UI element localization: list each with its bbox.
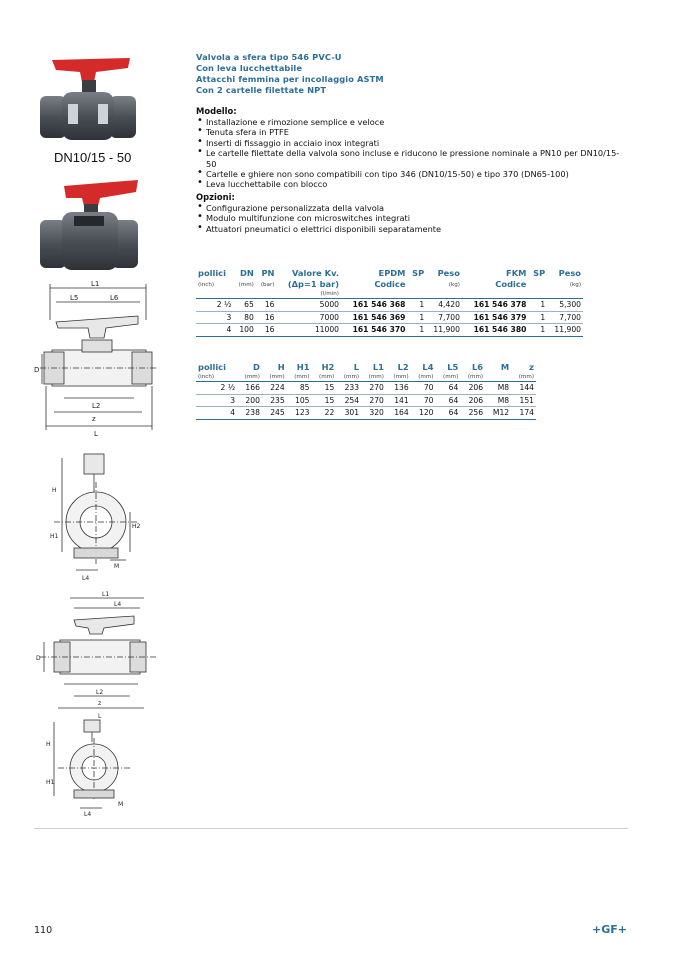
unit-cell: (mm) (361, 373, 386, 382)
unit-cell: (inch) (198, 281, 215, 288)
list-item: • Installazione e rimozione semplice e veloce (196, 117, 626, 127)
dim-L4-3: L4 (84, 811, 92, 818)
unit-cell: (mm) (411, 373, 436, 382)
col-header: SP (412, 268, 425, 278)
dim-z-2: z (98, 700, 102, 707)
list-item: • Modulo multifunzione con microswitches integrati (196, 213, 626, 223)
title-line: Con leva lucchettabile (196, 63, 303, 73)
modello-list (196, 117, 626, 190)
list-item: • Le cartelle filettate della valvola sono incluse e riducono le pressione nominale a PN10 per DN10/15-50 (196, 148, 626, 169)
opzioni-heading: Opzioni: (196, 191, 235, 202)
col-header: pollici (198, 268, 226, 278)
codes-table (196, 268, 583, 337)
dim-L-2: L (98, 713, 102, 720)
col-subheader: (Δp=1 bar) (287, 279, 339, 289)
technical-drawing-front-view-2 (44, 718, 144, 818)
col-header: L5 (447, 362, 459, 372)
unit-cell: (mm) (435, 373, 460, 382)
dim-L1-2: L1 (102, 591, 110, 598)
dim-H1-2: H1 (46, 779, 55, 786)
unit-cell: (inch) (196, 373, 237, 382)
table-row: 3 80 16 7000 161 546 369 1 7,700 161 546 379 1 7,700 (196, 311, 583, 324)
dim-L5: L5 (70, 294, 79, 302)
dim-M: M (114, 563, 120, 570)
col-header: Peso (437, 268, 460, 278)
dim-H2: H2 (132, 523, 141, 530)
unit-cell (528, 279, 547, 290)
col-header: FKM (506, 268, 527, 278)
footer-divider (34, 828, 628, 829)
technical-drawing-side-view-2 (34, 590, 164, 720)
col-header: Valore Kv. (291, 268, 339, 278)
col-header: DN (240, 268, 254, 278)
unit-cell (407, 279, 426, 290)
unit-cell: (l/min) (276, 290, 341, 299)
dimensions-table (196, 362, 536, 420)
dim-L2: L2 (92, 402, 101, 410)
dim-M-2: M (118, 801, 124, 808)
valve-photo-bottom (38, 176, 138, 276)
col-header: SP (533, 268, 546, 278)
dim-D: D (34, 366, 40, 374)
list-item: • Cartelle e ghiere non sono compatibili con tipo 346 (DN10/15-50) e tipo 370 (DN65-100) (196, 169, 626, 179)
col-header: EPDM (378, 268, 406, 278)
col-subheader: Codice (374, 279, 406, 289)
unit-cell: (mm) (287, 373, 312, 382)
table-row: 4 238 245 123 22 301 320 164 120 64 256 M12 174 (196, 407, 536, 420)
table-row: 4 100 16 11000 161 546 370 1 11,900 161 546 380 1 11,900 (196, 324, 583, 337)
table-row: 2 ½ 166 224 85 15 233 270 136 70 64 206 M8 144 (196, 382, 536, 395)
technical-drawing-side-view (34, 280, 164, 442)
col-header: L4 (422, 362, 434, 372)
technical-drawing-front-view (46, 452, 146, 584)
unit-cell: (bar) (260, 281, 275, 288)
unit-cell: (kg) (569, 281, 581, 288)
page-number: 110 (34, 925, 53, 936)
col-header: Peso (558, 268, 581, 278)
dim-H1: H1 (50, 533, 59, 540)
unit-cell: (kg) (448, 281, 460, 288)
model-caption: DN10/15 - 50 (54, 150, 132, 165)
col-header: L6 (472, 362, 484, 372)
dim-L2-2: L2 (96, 689, 104, 696)
product-description (196, 52, 626, 234)
dim-L1: L1 (91, 280, 100, 288)
unit-cell: (mm) (237, 373, 262, 382)
unit-cell: (mm) (238, 281, 254, 288)
title-line: Attacchi femmina per incollaggio ASTM (196, 74, 384, 84)
col-header: H2 (321, 362, 335, 372)
unit-cell: (mm) (511, 373, 536, 382)
col-header: D (253, 362, 260, 372)
unit-cell: (mm) (386, 373, 411, 382)
gf-logo: +GF+ (592, 923, 627, 936)
col-header: L1 (372, 362, 384, 372)
dim-z: z (92, 415, 96, 423)
list-item: • Tenuta sfera in PTFE (196, 127, 626, 137)
modello-heading: Modello: (196, 106, 237, 116)
unit-cell: (mm) (262, 373, 287, 382)
valve-photo-top (38, 52, 138, 152)
col-header: H1 (296, 362, 310, 372)
list-item: • Configurazione personalizzata della valvola (196, 203, 626, 213)
col-header: M (500, 362, 510, 372)
unit-cell: (mm) (460, 373, 485, 382)
dim-H-2: H (46, 741, 51, 748)
table-row: 2 ½ 65 16 5000 161 546 368 1 4,420 161 546 378 1 5,300 (196, 299, 583, 312)
col-subheader: Codice (495, 279, 527, 289)
col-header: L2 (397, 362, 409, 372)
col-header: L (353, 362, 360, 372)
col-header: PN (261, 268, 275, 278)
title-line: Con 2 cartelle filettate NPT (196, 85, 327, 95)
unit-cell: (mm) (312, 373, 337, 382)
dim-L6: L6 (110, 294, 119, 302)
list-item: • Leva lucchettabile con blocco (196, 179, 626, 189)
col-header: pollici (198, 362, 226, 372)
dim-H: H (52, 487, 57, 494)
col-header: z (529, 362, 534, 372)
dim-L4-2: L4 (114, 601, 122, 608)
unit-cell: (mm) (336, 373, 361, 382)
dim-D-2: D (36, 655, 41, 662)
list-item: • Attuatori pneumatici o elettrici disponibili separatamente (196, 224, 626, 234)
dim-L: L (94, 430, 98, 438)
col-header: H (277, 362, 285, 372)
table-row: 3 200 235 105 15 254 270 141 70 64 206 M8 151 (196, 394, 536, 407)
title-line: Valvola a sfera tipo 546 PVC-U (196, 52, 342, 62)
unit-cell (485, 373, 511, 382)
dim-L4: L4 (82, 575, 90, 582)
list-item: • Inserti di fissaggio in acciaio inox integrati (196, 138, 626, 148)
opzioni-list (196, 203, 626, 234)
product-title (196, 52, 626, 96)
